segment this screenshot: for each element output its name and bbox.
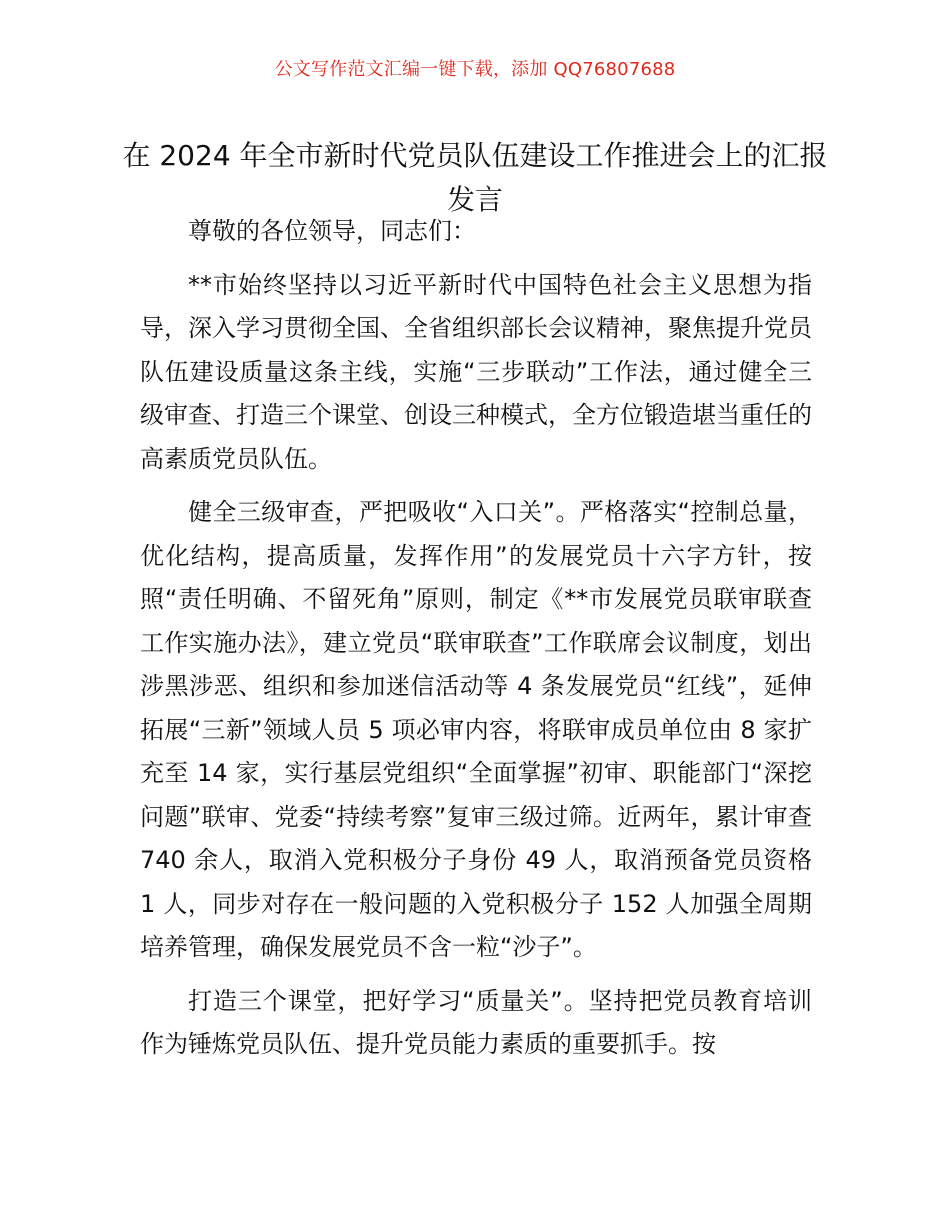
paragraph-intro: **市始终坚持以习近平新时代中国特色社会主义思想为指导，深入学习贯彻全国、全省组织部长会议精神，聚焦提升党员队伍建设质量这条主线，实施“三步联动”工作法，通过健全三级审查、打造三个课堂、创设三种模式，全方位锻造堪当重任的高素质党员队伍。 [140,270,812,473]
paragraph-review: 健全三级审查，严把吸收“入口关”。严格落实“控制总量，优化结构，提高质量，发挥作用”的发展党员十六字方针，按照“责任明确、不留死角”原则，制定《**市发展党员联审联查工作实施办法》，建立党员“联审联查”工作联席会议制度，划出涉黑涉恶、组织和参加迷信活动等 4 条发展党员“红线”，延伸拓展“三新”领域人员 5 项必审内容，将联审成员单位由 8 家扩充至 14 家，实行基层党组织“全面掌握”初审、职能部门“深挖问题”联审、党委“持续考察”复审三级过筛。近两年，累计审查 740 余人，取消入党积极分子身份 49 人，取消预备党员资格 1 人，同步对存在一般问题的入党积极分子 152 人加强全周期培养管理，确保发展党员不含一粒“沙子”。 [140,498,812,961]
greeting: 尊敬的各位领导，同志们： [188,217,476,245]
paragraph-classroom: 打造三个课堂，把好学习“质量关”。坚持把党员教育培训作为锤炼党员队伍、提升党员能力素质的重要抓手。按 [140,986,812,1058]
download-notice: 公文写作范文汇编一键下载，添加 QQ76807688 [274,59,676,80]
document-body [140,210,812,1077]
document-title: 在 2024 年全市新时代党员队伍建设工作推进会上的汇报发言 [122,138,828,216]
